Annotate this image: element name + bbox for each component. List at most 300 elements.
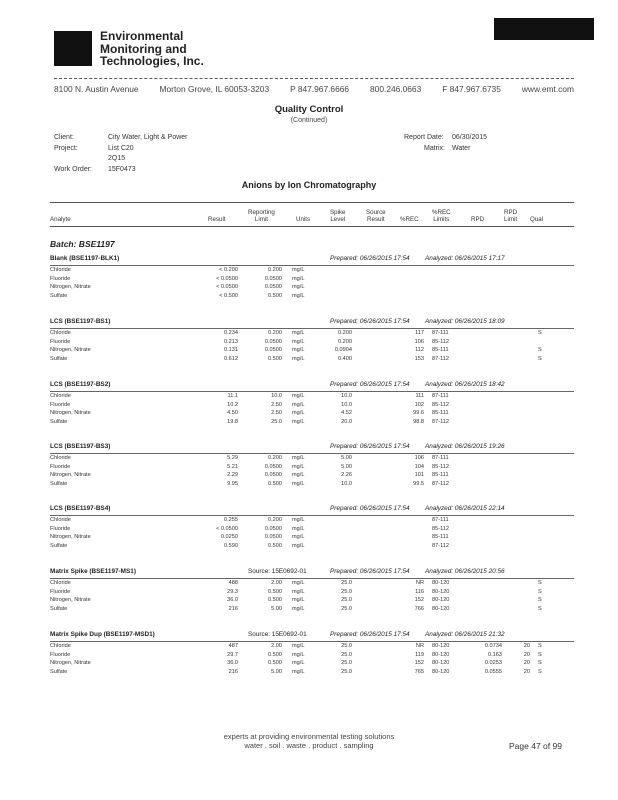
sample-name: LCS (BSE1197-BS4) bbox=[50, 505, 111, 512]
cell-rpd: 0.163 bbox=[488, 651, 502, 658]
cell-rl: 0.500 bbox=[268, 292, 282, 299]
cell-rec: 98.8 bbox=[413, 418, 424, 425]
table-header-bottom-rule bbox=[50, 226, 574, 227]
cell-units: mg/L bbox=[292, 588, 305, 595]
table-row bbox=[50, 471, 574, 480]
cell-analyte: Sulfate bbox=[50, 292, 68, 299]
cell-rl: 0.0500 bbox=[264, 525, 282, 532]
col-header-reclimits-line: %REC bbox=[432, 209, 451, 216]
table-row bbox=[50, 409, 574, 418]
cell-analyte: Fluoride bbox=[50, 275, 71, 282]
company-name-line: Environmental bbox=[100, 29, 184, 43]
cell-rl: 5.00 bbox=[271, 668, 282, 675]
sample-analyzed: Analyzed: 06/26/2015 18:42 bbox=[425, 381, 505, 388]
sample-prepared: Prepared: 06/26/2015 17:54 bbox=[330, 568, 410, 575]
cell-result: 0.255 bbox=[224, 517, 238, 523]
cell-rpdlim: 20 bbox=[523, 643, 530, 649]
cell-limits: 87-112 bbox=[432, 480, 450, 487]
cell-spike: 25.0 bbox=[341, 643, 352, 649]
report-title: Quality Control bbox=[274, 104, 344, 115]
report-subtitle: (Continued) bbox=[290, 117, 328, 124]
cell-qual: S bbox=[538, 651, 542, 658]
matrix-value: Water bbox=[452, 145, 471, 152]
sample-name: LCS (BSE1197-BS3) bbox=[50, 443, 111, 450]
cell-spike: 5.00 bbox=[341, 455, 352, 461]
cell-units: mg/L bbox=[292, 542, 305, 549]
qc-sample-block bbox=[50, 631, 574, 676]
cell-analyte: Fluoride bbox=[50, 588, 71, 595]
table-row bbox=[50, 651, 574, 660]
cell-units: mg/L bbox=[292, 347, 305, 353]
qc-sample-block bbox=[50, 568, 574, 613]
col-header-rl-line: Limit bbox=[254, 216, 268, 223]
cell-result: 488 bbox=[228, 580, 238, 586]
cell-analyte: Chloride bbox=[50, 643, 71, 649]
cell-rl: 2.00 bbox=[271, 643, 282, 649]
col-header-rpd: RPD bbox=[471, 216, 485, 223]
table-row bbox=[50, 516, 574, 525]
website: www.emt.com bbox=[521, 84, 574, 94]
cell-rl: 0.500 bbox=[268, 355, 282, 362]
col-header-source-line: Source bbox=[366, 209, 386, 216]
cell-rpd: 0.0253 bbox=[484, 660, 502, 666]
col-header-rpdlimit bbox=[504, 209, 517, 223]
cell-analyte: Nitrogen, Nitrate bbox=[50, 660, 91, 666]
sample-analyzed: Analyzed: 06/26/2015 22:14 bbox=[425, 505, 505, 512]
cell-units: mg/L bbox=[292, 338, 305, 345]
cell-qual: S bbox=[538, 580, 542, 586]
cell-limits: 80-120 bbox=[432, 668, 450, 675]
cell-analyte: Nitrogen, Nitrate bbox=[50, 347, 91, 353]
table-row bbox=[50, 605, 574, 614]
cell-rec: 101 bbox=[414, 472, 424, 478]
cell-units: mg/L bbox=[292, 605, 305, 612]
fax-number: F 847.967.6735 bbox=[442, 84, 501, 94]
cell-analyte: Nitrogen, Nitrate bbox=[50, 284, 91, 290]
cell-qual: S bbox=[538, 643, 542, 649]
report-date-label: Report Date: bbox=[404, 134, 444, 141]
cell-rec: 112 bbox=[415, 347, 424, 353]
table-row bbox=[50, 292, 574, 301]
cell-analyte: Sulfate bbox=[50, 355, 68, 362]
city-state-zip: Morton Grove, IL 60053-3203 bbox=[159, 84, 270, 94]
sample-analyzed: Analyzed: 06/26/2015 21:32 bbox=[425, 631, 505, 638]
col-header-reclimits bbox=[432, 209, 451, 223]
tollfree-number: 800.246.0663 bbox=[370, 84, 422, 94]
col-header-units: Units bbox=[296, 216, 311, 223]
cell-limits: 80-120 bbox=[432, 643, 450, 649]
cell-result: 216 bbox=[228, 668, 238, 675]
cell-spike: 25.0 bbox=[341, 660, 352, 666]
table-row bbox=[50, 542, 574, 551]
table-row bbox=[50, 588, 574, 597]
cell-rl: 0.500 bbox=[268, 651, 282, 658]
cell-result: 2.29 bbox=[227, 472, 238, 478]
cell-rec: 766 bbox=[414, 605, 424, 612]
col-header-rl-line: Reporting bbox=[248, 209, 275, 216]
cell-rl: 10.0 bbox=[271, 393, 282, 399]
cell-result: 29.3 bbox=[227, 588, 238, 595]
cell-spike: 4.52 bbox=[341, 410, 352, 416]
cell-result: < 0.500 bbox=[219, 292, 238, 299]
cell-rec: 111 bbox=[415, 393, 424, 399]
company-address-line bbox=[54, 84, 574, 94]
cell-units: mg/L bbox=[292, 597, 305, 603]
workorder-value: 15F0473 bbox=[108, 166, 136, 173]
sample-prepared: Prepared: 06/26/2015 17:54 bbox=[330, 318, 410, 325]
cell-analyte: Nitrogen, Nitrate bbox=[50, 410, 91, 416]
cell-rl: 0.200 bbox=[268, 267, 282, 273]
cell-limits: 85-111 bbox=[432, 534, 449, 540]
table-row bbox=[50, 480, 574, 489]
cell-analyte: Chloride bbox=[50, 267, 71, 273]
cell-rec: 99.6 bbox=[413, 410, 424, 416]
sample-prepared: Prepared: 06/26/2015 17:54 bbox=[330, 631, 410, 638]
cell-result: 487 bbox=[228, 643, 238, 649]
cell-units: mg/L bbox=[292, 660, 305, 666]
cell-units: mg/L bbox=[292, 480, 305, 487]
cell-result: 0.0250 bbox=[220, 534, 238, 540]
sample-analyzed: Analyzed: 06/26/2015 19:26 bbox=[425, 443, 505, 450]
section-title: Anions by Ion Chromatography bbox=[241, 180, 377, 190]
table-row bbox=[50, 355, 574, 364]
cell-limits: 85-112 bbox=[432, 463, 450, 470]
cell-rec: 153 bbox=[414, 355, 424, 362]
table-row bbox=[50, 266, 574, 275]
cell-analyte: Chloride bbox=[50, 330, 71, 336]
cell-analyte: Chloride bbox=[50, 455, 71, 461]
cell-limits: 87-112 bbox=[432, 355, 450, 362]
table-row bbox=[50, 668, 574, 677]
cell-rl: 0.500 bbox=[268, 480, 282, 487]
cell-spike: 25.0 bbox=[341, 605, 352, 612]
footer-line-2: water . soil . waste . product . sampling bbox=[244, 741, 374, 750]
company-logo bbox=[54, 31, 92, 66]
table-row bbox=[50, 525, 574, 534]
table-row bbox=[50, 533, 574, 542]
cell-rl: 0.0500 bbox=[264, 275, 282, 282]
cell-analyte: Sulfate bbox=[50, 418, 68, 425]
matrix-label: Matrix: bbox=[424, 145, 445, 152]
footer-line-1: experts at providing environmental testing solutions bbox=[223, 732, 395, 741]
cell-spike: 10.0 bbox=[341, 480, 352, 487]
sample-prepared: Prepared: 06/26/2015 17:54 bbox=[330, 505, 410, 512]
cell-rl: 0.500 bbox=[268, 597, 282, 603]
cell-limits: 87-112 bbox=[432, 542, 450, 549]
cell-result: 9.95 bbox=[227, 480, 238, 487]
cell-limits: 85-111 bbox=[432, 347, 449, 353]
table-row bbox=[50, 579, 574, 588]
col-header-spike-line: Level bbox=[330, 216, 346, 223]
cell-result: 29.7 bbox=[227, 651, 238, 658]
cell-spike: 10.0 bbox=[341, 401, 352, 408]
cell-rec: 102 bbox=[414, 401, 424, 408]
col-header-spike bbox=[330, 209, 345, 223]
cell-rec: NR bbox=[415, 580, 424, 586]
cell-limits: 80-120 bbox=[432, 651, 450, 658]
workorder-label: Work Order: bbox=[54, 166, 92, 173]
cell-rec: 152 bbox=[414, 597, 424, 603]
cell-result: 0.590 bbox=[224, 542, 238, 549]
cell-units: mg/L bbox=[292, 401, 305, 408]
cell-units: mg/L bbox=[292, 463, 305, 470]
cell-spike: 10.0 bbox=[341, 393, 352, 399]
cell-analyte: Sulfate bbox=[50, 605, 68, 612]
cell-analyte: Sulfate bbox=[50, 542, 68, 549]
table-header-top-rule bbox=[50, 202, 574, 203]
cell-result: 0.234 bbox=[224, 330, 238, 336]
company-name bbox=[100, 30, 204, 68]
cell-limits: 80-120 bbox=[432, 580, 450, 586]
cell-qual: S bbox=[538, 668, 542, 675]
cell-analyte: Sulfate bbox=[50, 480, 68, 487]
cell-units: mg/L bbox=[292, 330, 305, 336]
cell-rl: 0.200 bbox=[268, 517, 282, 523]
cell-rl: 25.0 bbox=[271, 418, 282, 425]
cell-units: mg/L bbox=[292, 651, 305, 658]
col-header-rl bbox=[248, 209, 275, 223]
cell-result: 4.50 bbox=[227, 410, 238, 416]
col-header-spike-line: Spike bbox=[330, 209, 346, 216]
cell-result: 5.21 bbox=[227, 463, 238, 470]
batch-label: Batch: BSE1197 bbox=[50, 239, 115, 249]
sample-analyzed: Analyzed: 06/26/2015 18:09 bbox=[425, 318, 505, 325]
cell-analyte: Chloride bbox=[50, 580, 71, 586]
cell-result: < 0.0500 bbox=[216, 525, 238, 532]
cell-rl: 0.500 bbox=[268, 660, 282, 666]
cell-rl: 0.200 bbox=[268, 455, 282, 461]
cell-rec: 104 bbox=[414, 463, 424, 470]
cell-qual: S bbox=[538, 355, 542, 362]
cell-rec: NR bbox=[415, 643, 424, 649]
col-header-reclimits-line: Limits bbox=[433, 216, 450, 223]
cell-rec: 106 bbox=[414, 338, 424, 345]
cell-rec: 106 bbox=[414, 455, 424, 461]
sample-prepared: Prepared: 06/26/2015 17:54 bbox=[330, 255, 410, 262]
table-row bbox=[50, 642, 574, 651]
cell-units: mg/L bbox=[292, 410, 305, 416]
cell-rl: 0.200 bbox=[268, 330, 282, 336]
cell-units: mg/L bbox=[292, 643, 305, 649]
cell-result: < 0.200 bbox=[219, 267, 238, 273]
phone-number: P 847.967.6666 bbox=[290, 84, 350, 94]
project-value-line2: 2Q15 bbox=[108, 155, 126, 162]
cell-result: < 0.0500 bbox=[216, 275, 238, 282]
cell-limits: 87-111 bbox=[432, 393, 449, 399]
cell-limits: 87-111 bbox=[432, 330, 449, 336]
cell-spike: 25.0 bbox=[341, 597, 352, 603]
cell-analyte: Sulfate bbox=[50, 668, 68, 675]
cell-units: mg/L bbox=[292, 393, 305, 399]
col-header-analyte: Analyte bbox=[50, 216, 71, 223]
client-value: City Water, Light & Power bbox=[108, 134, 188, 141]
cell-analyte: Chloride bbox=[50, 393, 71, 399]
company-name-line: Monitoring and bbox=[100, 41, 187, 56]
cell-qual: S bbox=[538, 330, 542, 336]
cell-rec: 765 bbox=[414, 668, 424, 675]
cell-units: mg/L bbox=[292, 472, 305, 478]
table-row bbox=[50, 418, 574, 427]
qc-sample-block bbox=[50, 443, 574, 488]
cell-rl: 2.00 bbox=[271, 580, 282, 586]
qc-sample-header bbox=[50, 318, 574, 329]
sample-analyzed: Analyzed: 06/26/2015 20:56 bbox=[425, 568, 505, 575]
cell-rpd: 0.0555 bbox=[484, 668, 502, 675]
table-row bbox=[50, 283, 574, 292]
table-row bbox=[50, 463, 574, 472]
cell-units: mg/L bbox=[292, 284, 305, 290]
cell-limits: 85-112 bbox=[432, 338, 450, 345]
qc-sample-block bbox=[50, 255, 574, 300]
sample-name: Matrix Spike Dup (BSE1197-MSD1) bbox=[50, 631, 155, 638]
table-row bbox=[50, 392, 574, 401]
table-row bbox=[50, 346, 574, 355]
cell-analyte: Nitrogen, Nitrate bbox=[50, 472, 91, 478]
cell-rpd: 0.0734 bbox=[484, 643, 502, 649]
cell-spike: 0.200 bbox=[338, 330, 352, 336]
cell-limits: 80-120 bbox=[432, 597, 450, 603]
cell-limits: 85-111 bbox=[432, 410, 449, 416]
sample-name: LCS (BSE1197-BS2) bbox=[50, 381, 111, 388]
col-header-rpdlimit-line: RPD bbox=[504, 209, 518, 216]
col-header-source bbox=[366, 209, 386, 223]
table-row bbox=[50, 659, 574, 668]
cell-units: mg/L bbox=[292, 534, 305, 540]
cell-rl: 0.500 bbox=[268, 588, 282, 595]
project-label: Project: bbox=[54, 145, 78, 152]
sample-name: LCS (BSE1197-BS1) bbox=[50, 318, 111, 325]
table-row bbox=[50, 275, 574, 284]
sample-analyzed: Analyzed: 06/26/2015 17:17 bbox=[425, 255, 505, 262]
col-header-qual: Qual bbox=[530, 216, 544, 223]
cell-units: mg/L bbox=[292, 580, 305, 586]
cell-spike: 25.0 bbox=[341, 668, 352, 675]
cell-result: < 0.0500 bbox=[216, 284, 238, 290]
redaction-bar bbox=[494, 18, 594, 40]
cell-units: mg/L bbox=[292, 418, 305, 425]
cell-limits: 87-112 bbox=[432, 418, 450, 425]
cell-analyte: Nitrogen, Nitrate bbox=[50, 534, 91, 540]
cell-result: 5.29 bbox=[227, 455, 238, 461]
cell-result: 11.1 bbox=[227, 393, 238, 399]
cell-limits: 85-111 bbox=[432, 472, 449, 478]
cell-result: 10.2 bbox=[227, 401, 238, 408]
table-row bbox=[50, 338, 574, 347]
cell-rl: 0.0500 bbox=[264, 338, 282, 345]
cell-rl: 2.50 bbox=[271, 410, 282, 416]
cell-rl: 0.0500 bbox=[264, 347, 282, 353]
cell-qual: S bbox=[538, 660, 542, 666]
company-name-line: Technologies, Inc. bbox=[100, 54, 204, 68]
street-address: 8100 N. Austin Avenue bbox=[54, 84, 139, 94]
cell-analyte: Nitrogen, Nitrate bbox=[50, 597, 91, 603]
cell-limits: 87-111 bbox=[432, 455, 449, 461]
qc-sample-block bbox=[50, 318, 574, 363]
cell-rec: 152 bbox=[414, 660, 424, 666]
cell-spike: 20.0 bbox=[341, 418, 352, 425]
cell-result: 0.213 bbox=[224, 338, 238, 345]
cell-analyte: Chloride bbox=[50, 517, 71, 523]
cell-qual: S bbox=[538, 588, 542, 595]
cell-rec: 99.5 bbox=[413, 480, 424, 487]
cell-rl: 0.0500 bbox=[264, 472, 282, 478]
cell-rl: 0.500 bbox=[268, 542, 282, 549]
cell-qual: S bbox=[538, 605, 542, 612]
cell-spike: 25.0 bbox=[341, 651, 352, 658]
cell-rl: 0.0500 bbox=[264, 463, 282, 470]
cell-analyte: Fluoride bbox=[50, 338, 71, 345]
cell-result: 0.131 bbox=[224, 347, 238, 353]
cell-rpdlim: 20 bbox=[523, 660, 530, 666]
cell-limits: 85-112 bbox=[432, 525, 450, 532]
cell-units: mg/L bbox=[292, 355, 305, 362]
col-header-rpdlimit-line: Limit bbox=[504, 216, 518, 223]
qc-sample-header bbox=[50, 631, 574, 642]
cell-analyte: Fluoride bbox=[50, 401, 71, 408]
cell-units: mg/L bbox=[292, 292, 305, 299]
cell-rl: 2.50 bbox=[271, 401, 282, 408]
cell-limits: 80-120 bbox=[432, 588, 450, 595]
cell-rec: 117 bbox=[415, 330, 424, 336]
cell-units: mg/L bbox=[292, 525, 305, 532]
cell-units: mg/L bbox=[292, 275, 305, 282]
cell-qual: S bbox=[538, 597, 542, 603]
cell-units: mg/L bbox=[292, 517, 305, 523]
cell-rl: 5.00 bbox=[271, 605, 282, 612]
cell-result: 19.8 bbox=[227, 418, 238, 425]
qc-sample-header bbox=[50, 568, 574, 579]
cell-rl: 0.0500 bbox=[264, 534, 282, 540]
sample-source: Source: 15E0692-01 bbox=[248, 631, 307, 638]
qc-sample-header bbox=[50, 443, 574, 454]
qc-sample-header bbox=[50, 255, 574, 266]
cell-rpdlim: 20 bbox=[523, 668, 530, 675]
cell-spike: 25.0 bbox=[341, 580, 352, 586]
cell-units: mg/L bbox=[292, 668, 305, 675]
cell-rl: 0.0500 bbox=[264, 284, 282, 290]
cell-analyte: Fluoride bbox=[50, 525, 71, 532]
col-header-result: Result bbox=[208, 216, 226, 223]
cell-analyte: Fluoride bbox=[50, 463, 71, 470]
cell-rpdlim: 20 bbox=[523, 651, 530, 658]
cell-spike: 2.26 bbox=[341, 472, 352, 478]
table-row bbox=[50, 596, 574, 605]
cell-spike: 0.200 bbox=[338, 338, 352, 345]
report-date-value: 06/30/2015 bbox=[452, 134, 488, 141]
table-row bbox=[50, 329, 574, 338]
client-label: Client: bbox=[54, 134, 74, 141]
cell-limits: 80-120 bbox=[432, 660, 450, 666]
cell-units: mg/L bbox=[292, 455, 305, 461]
sample-name: Matrix Spike (BSE1197-MS1) bbox=[50, 568, 136, 575]
sample-prepared: Prepared: 06/26/2015 17:54 bbox=[330, 381, 410, 388]
cell-limits: 85-112 bbox=[432, 401, 450, 408]
table-row bbox=[50, 401, 574, 410]
qc-sample-block bbox=[50, 381, 574, 426]
cell-units: mg/L bbox=[292, 267, 305, 273]
cell-result: 36.0 bbox=[227, 660, 238, 666]
table-row bbox=[50, 454, 574, 463]
sample-name: Blank (BSE1197-BLK1) bbox=[50, 255, 120, 262]
cell-spike: 25.0 bbox=[341, 588, 352, 595]
sample-source: Source: 15E0692-01 bbox=[248, 568, 307, 575]
cell-qual: S bbox=[538, 347, 542, 353]
cell-result: 0.612 bbox=[224, 355, 238, 362]
qc-sample-header bbox=[50, 505, 574, 516]
col-header-rec: %REC bbox=[400, 216, 419, 223]
project-value: List C20 bbox=[108, 145, 134, 152]
col-header-source-line: Result bbox=[367, 216, 385, 223]
